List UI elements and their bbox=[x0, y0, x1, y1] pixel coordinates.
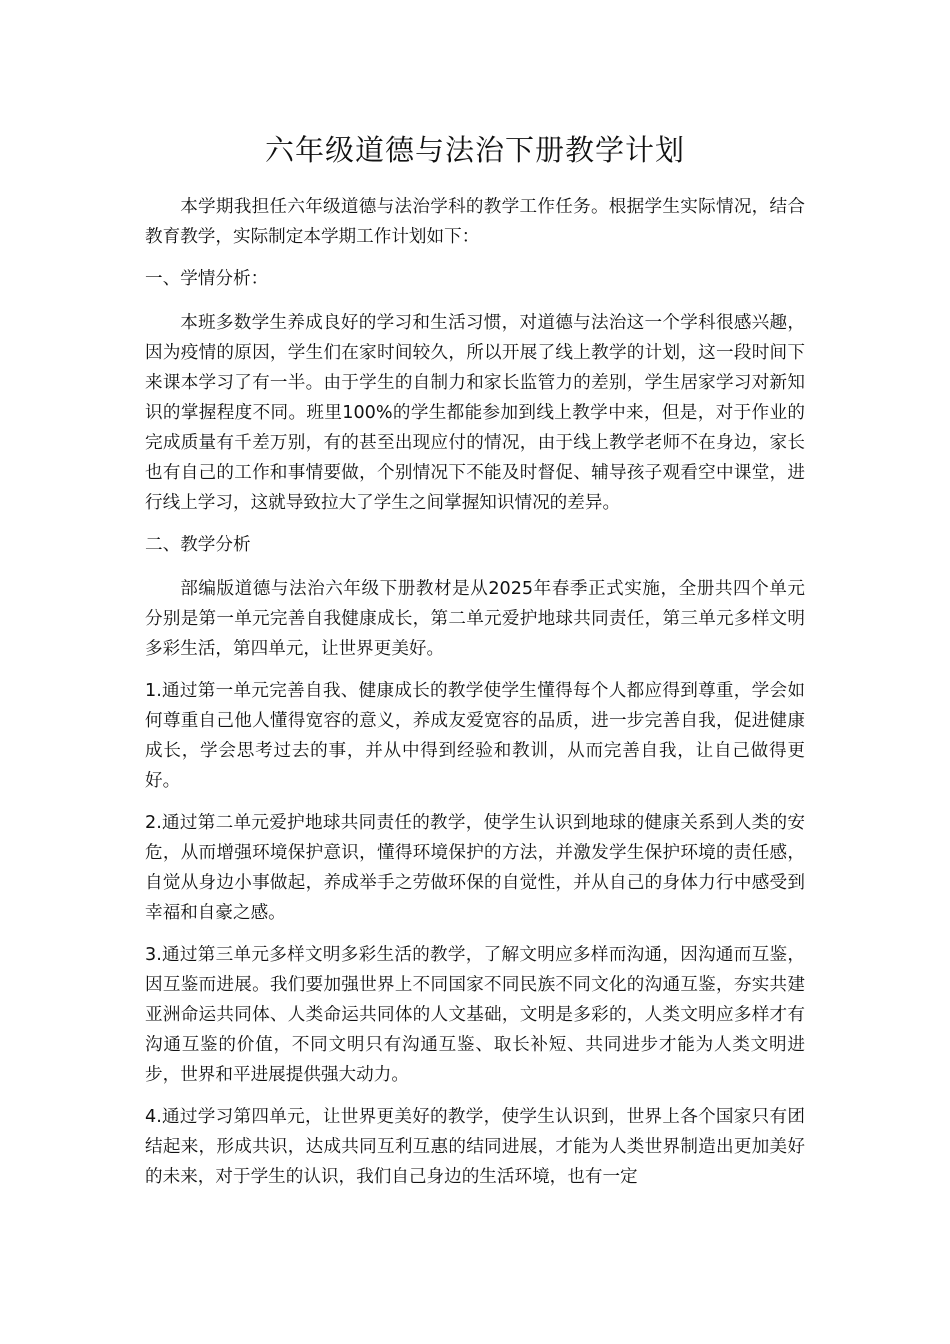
section-heading-teaching-analysis: 二、教学分析 bbox=[145, 535, 251, 555]
document-body bbox=[145, 192, 805, 1204]
list-item-unit-3: 3.通过第三单元多样文明多彩生活的教学，了解文明应多样而沟通，因沟通而互鉴，因互鉴而进展。我们要加强世界上不同国家不同民族不同文化的沟通互鉴，夯实共建亚洲命运共同体、人类命运共同体的人文基础，文明是多彩的，人类文明应多样才有沟通互鉴的价值，不同文明只有沟通互鉴、取长补短、共同进步才能为人类文明进步，世界和平进展提供强大动力。 bbox=[145, 945, 805, 1085]
intro-paragraph: 本学期我担任六年级道德与法治学科的教学工作任务。根据学生实际情况，结合教育教学，实际制定本学期工作计划如下： bbox=[145, 197, 805, 247]
section-heading-learning-analysis: 一、学情分析： bbox=[145, 269, 269, 289]
list-item-unit-1: 1.通过第一单元完善自我、健康成长的教学使学生懂得每个人都应得到尊重，学会如何尊重自己他人懂得宽容的意义，养成友爱宽容的品质，进一步完善自我，促进健康成长，学会思考过去的事，并从中得到经验和教训，从而完善自我，让自己做得更好。 bbox=[145, 681, 805, 791]
document-title: 六年级道德与法治下册教学计划 bbox=[264, 133, 685, 167]
learning-analysis-paragraph: 本班多数学生养成良好的学习和生活习惯，对道德与法治这一个学科很感兴趣，因为疫情的原因，学生们在家时间较久，所以开展了线上教学的计划，这一段时间下来课本学习了有一半。由于学生的自制力和家长监管力的差别，学生居家学习对新知识的掌握程度不同。班里100%的学生都能参加到线上教学中来，但是，对于作业的完成质量有千差万别，有的甚至出现应付的情况，由于线上教学老师不在身边，家长也有自己的工作和事情要做，个别情况下不能及时督促、辅导孩子观看空中课堂，进行线上学习，这就导致拉大了学生之间掌握知识情况的差异。 bbox=[145, 313, 805, 513]
teaching-analysis-paragraph: 部编版道德与法治六年级下册教材是从2025年春季正式实施，全册共四个单元分别是第一单元完善自我健康成长，第二单元爱护地球共同责任，第三单元多样文明多彩生活，第四单元，让世界更美好。 bbox=[145, 579, 805, 659]
list-item-unit-4: 4.通过学习第四单元，让世界更美好的教学，使学生认识到，世界上各个国家只有团结起来，形成共识，达成共同互利互惠的结同进展，才能为人类世界制造出更加美好的未来，对于学生的认识，我们自己身边的生活环境，也有一定 bbox=[145, 1107, 805, 1187]
list-item-unit-2: 2.通过第二单元爱护地球共同责任的教学，使学生认识到地球的健康关系到人类的安危，从而增强环境保护意识，懂得环境保护的方法，并激发学生保护环境的责任感，自觉从身边小事做起，养成举手之劳做环保的自觉性，并从自己的身体力行中感受到幸福和自豪之感。 bbox=[145, 813, 805, 923]
